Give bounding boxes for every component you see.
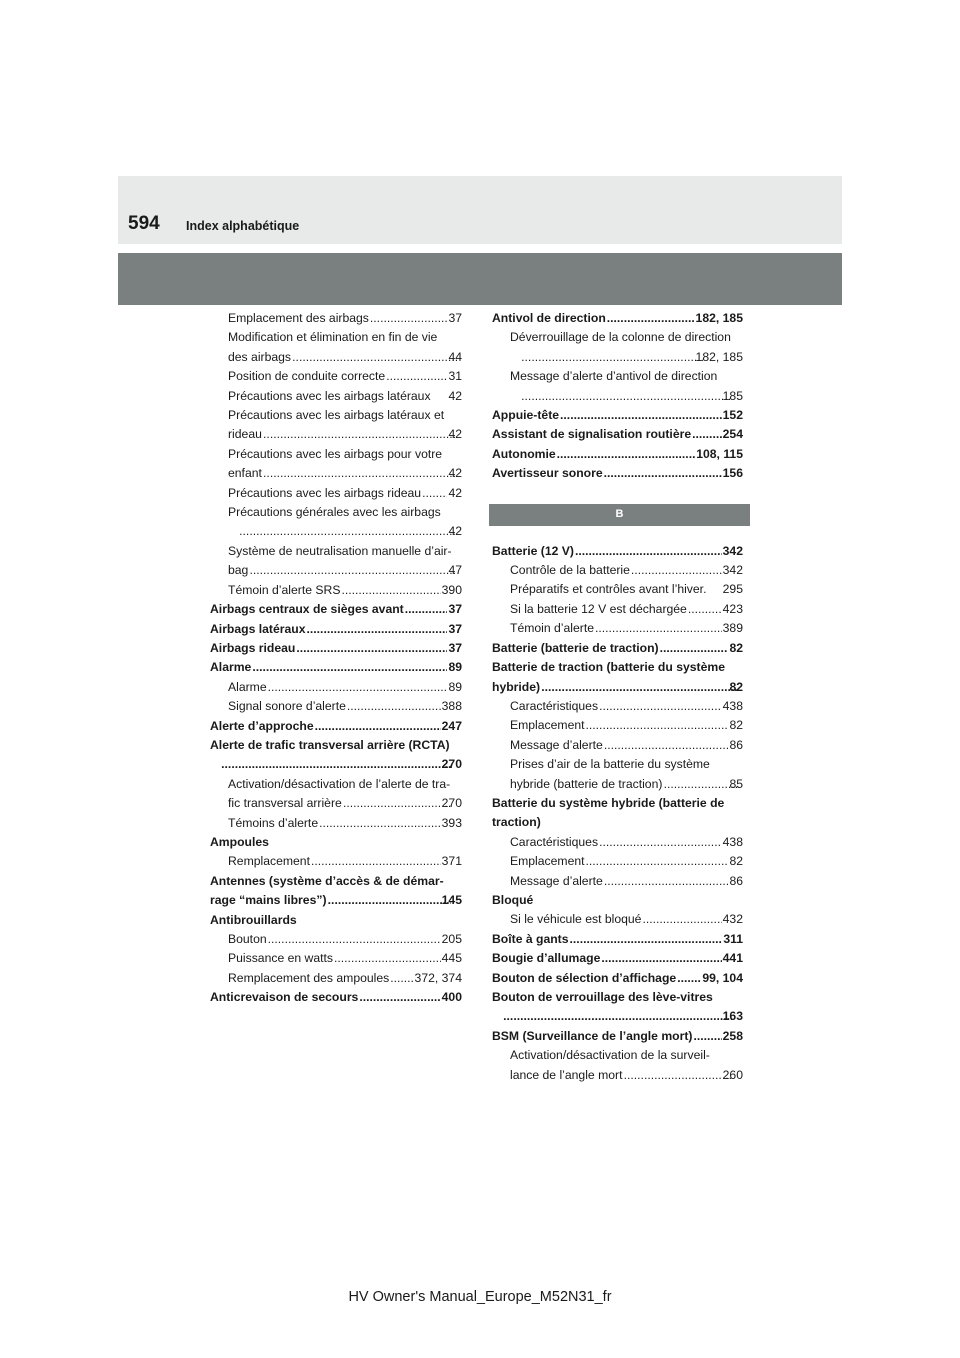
index-subentry — [492, 561, 743, 580]
index-term: Précautions avec les airbags latéraux — [228, 388, 431, 403]
page-reference[interactable]: 82 — [729, 640, 743, 655]
index-entry — [210, 988, 462, 1007]
dot-leader — [570, 930, 723, 949]
page-reference[interactable]: 247 — [441, 718, 462, 733]
index-subentry — [492, 736, 743, 755]
page-reference[interactable]: 438 — [722, 834, 743, 849]
index-subentry: Précautions avec les airbags latéraux et — [228, 408, 445, 423]
page-reference[interactable]: 393 — [441, 815, 462, 830]
index-term: enfant — [228, 466, 262, 481]
page-reference[interactable]: 85 — [729, 776, 743, 791]
index-subentry — [210, 387, 462, 406]
dot-leader — [631, 561, 722, 580]
dot-leader — [541, 678, 738, 697]
dot-leader — [307, 620, 448, 639]
index-subentry — [210, 930, 462, 949]
page-reference[interactable]: 390 — [441, 582, 462, 597]
page-reference[interactable]: 295 — [722, 582, 743, 597]
dot-leader — [688, 600, 722, 619]
dot-leader — [623, 1066, 731, 1085]
index-term: Témoin d’alerte SRS — [228, 582, 341, 597]
dot-leader — [604, 736, 729, 755]
page-reference[interactable]: 182, 185 — [695, 349, 743, 364]
index-term: Témoins d’alerte — [228, 815, 319, 830]
index-term: Boîte à gants — [492, 931, 569, 946]
page-reference[interactable]: 82 — [729, 679, 743, 694]
index-subentry: Activation/désactivation de la surveil- — [510, 1048, 710, 1063]
index-subentry: Prises d’air de la batterie du système — [510, 757, 710, 772]
dot-leader — [292, 348, 457, 367]
index-term: Remplacement — [228, 854, 310, 869]
page-reference[interactable]: 389 — [722, 621, 743, 636]
dot-leader — [328, 891, 451, 910]
index-subentry: Précautions avec les airbags pour votre — [228, 446, 443, 461]
index-entry: Batterie du système hybride (batterie de — [492, 795, 725, 810]
index-term: hybride (batterie de traction) — [510, 776, 663, 791]
index-subentry — [492, 387, 743, 406]
index-term: Si le véhicule est bloqué — [510, 912, 642, 927]
dot-leader — [557, 445, 696, 464]
page-reference[interactable]: 86 — [729, 873, 743, 888]
dot-leader — [599, 697, 722, 716]
dot-leader — [296, 639, 447, 658]
index-entry: Antennes (système d’accès & de démar- — [210, 873, 444, 888]
page-reference[interactable]: 82 — [729, 854, 743, 869]
index-term: Assistant de signalisation routière — [492, 427, 692, 442]
dot-leader — [599, 833, 722, 852]
index-subentry — [210, 581, 462, 600]
page-reference[interactable]: 108, 115 — [696, 446, 743, 461]
index-term: Anticrevaison de secours — [210, 990, 359, 1005]
index-term: Caractéristiques — [510, 834, 599, 849]
index-term: Précautions avec les airbags rideau — [228, 485, 422, 500]
index-entry — [492, 1027, 743, 1046]
dot-leader — [575, 542, 722, 561]
dot-leader — [607, 309, 695, 328]
dot-leader — [586, 716, 729, 735]
index-entry — [210, 620, 462, 639]
dot-leader — [370, 309, 448, 328]
page-number: 594 — [128, 213, 160, 234]
page-reference[interactable]: 89 — [448, 660, 462, 675]
dot-leader — [315, 717, 441, 736]
index-entry — [210, 658, 462, 677]
index-entry — [210, 717, 462, 736]
index-term: Emplacement — [510, 854, 585, 869]
index-term: Emplacement des airbags — [228, 311, 369, 325]
index-subentry — [210, 464, 462, 483]
index-entry — [492, 425, 743, 444]
page-reference[interactable]: 145 — [441, 893, 462, 908]
index-subentry — [210, 522, 462, 541]
page-reference[interactable]: 441 — [722, 951, 743, 966]
index-term: Position de conduite correcte — [228, 369, 386, 384]
dot-leader — [660, 639, 729, 658]
index-term: Bouton — [228, 932, 267, 946]
page-reference[interactable]: 31 — [448, 369, 462, 384]
dot-leader — [693, 1027, 721, 1046]
index-subentry — [210, 348, 462, 367]
page-reference[interactable]: 42 — [448, 485, 462, 500]
page-reference[interactable]: 44 — [448, 349, 462, 364]
page-reference[interactable]: 42 — [448, 388, 462, 403]
page-reference[interactable]: 311 — [723, 931, 743, 946]
dot-leader — [386, 367, 447, 386]
dot-leader — [604, 464, 722, 483]
page-reference[interactable]: 99, 104 — [702, 970, 743, 985]
page-reference[interactable]: 37 — [448, 621, 462, 636]
dot-leader — [405, 600, 448, 619]
page-reference[interactable]: 388 — [441, 699, 462, 714]
page-reference[interactable]: 205 — [441, 932, 462, 946]
page-reference[interactable]: 86 — [729, 737, 743, 752]
index-subentry — [210, 814, 462, 833]
page-reference[interactable]: 47 — [448, 563, 462, 578]
dot-leader — [503, 1007, 732, 1026]
index-entry — [210, 600, 462, 619]
dot-leader — [595, 619, 722, 638]
letter-heading-b: B — [489, 504, 750, 526]
index-subentry — [492, 910, 743, 929]
index-term: Alarme — [228, 679, 267, 694]
dot-leader — [311, 852, 441, 871]
index-subentry — [210, 678, 462, 697]
index-entry: traction) — [492, 815, 541, 830]
index-term: Airbags rideau — [210, 640, 296, 655]
dot-leader — [422, 484, 447, 503]
page-reference[interactable]: 445 — [441, 951, 462, 966]
index-subentry — [210, 561, 462, 580]
index-subentry: Précautions générales avec les airbags — [228, 505, 441, 520]
dot-leader — [521, 348, 705, 367]
dot-leader — [341, 581, 440, 600]
index-term: Alerte d’approche — [210, 718, 314, 733]
page-reference[interactable]: 42 — [448, 427, 462, 442]
index-term: Bouton de sélection d’affichage — [492, 970, 677, 985]
index-entry — [492, 464, 743, 483]
dot-leader — [268, 930, 441, 949]
dot-leader — [249, 561, 457, 580]
index-term: Avertisseur sonore — [492, 466, 603, 481]
dot-leader — [604, 872, 729, 891]
index-entry — [210, 755, 462, 774]
index-entry: Ampoules — [210, 834, 269, 849]
page-reference[interactable]: 371 — [441, 854, 462, 869]
page-reference[interactable]: 260 — [722, 1067, 743, 1082]
page-reference[interactable]: 37 — [448, 602, 462, 617]
index-entry — [492, 949, 743, 968]
dot-leader — [586, 852, 729, 871]
page-reference[interactable]: 42 — [448, 466, 462, 481]
footer-text: HV Owner's Manual_Europe_M52N31_fr — [348, 1289, 612, 1305]
page-reference[interactable]: 270 — [441, 796, 462, 811]
index-term: Alarme — [210, 660, 252, 675]
index-entry — [492, 309, 743, 328]
index-subentry: Modification et élimination en fin de vie — [228, 330, 438, 345]
page-reference[interactable]: 37 — [448, 311, 462, 325]
index-subentry — [210, 367, 462, 386]
index-subentry — [210, 852, 462, 871]
header-band — [118, 253, 842, 305]
dot-leader — [334, 949, 441, 968]
index-entry: Batterie de traction (batterie du système — [492, 660, 725, 675]
index-term: Batterie (12 V) — [492, 543, 574, 558]
index-subentry — [492, 1066, 743, 1085]
index-term: Autonomie — [492, 446, 556, 461]
index-term: rideau — [228, 427, 262, 442]
dot-leader — [221, 755, 451, 774]
dot-leader — [390, 969, 413, 988]
index-entry — [210, 891, 462, 910]
index-subentry — [492, 600, 743, 619]
dot-leader — [343, 794, 451, 813]
dot-leader — [601, 949, 721, 968]
index-term: Caractéristiques — [510, 698, 599, 713]
page-reference[interactable]: 432 — [722, 912, 743, 927]
index-subentry — [210, 949, 462, 968]
page-reference[interactable]: 42 — [448, 524, 462, 539]
index-subentry — [492, 872, 743, 891]
index-entry: Antibrouillards — [210, 912, 297, 927]
dot-leader — [560, 406, 722, 425]
section-title: Index alphabétique — [186, 219, 300, 233]
index-term: Bougie d’allumage — [492, 951, 601, 966]
page-reference[interactable]: 152 — [722, 408, 743, 423]
dot-leader — [347, 697, 441, 716]
index-subentry — [210, 697, 462, 716]
dot-leader — [663, 775, 738, 794]
index-entry — [492, 639, 743, 658]
index-term: Contrôle de la batterie — [510, 563, 630, 578]
index-subentry — [492, 580, 743, 599]
index-term: Puissance en watts — [228, 951, 334, 966]
index-subentry — [492, 348, 743, 367]
index-term: fic transversal arrière — [228, 796, 342, 811]
index-term: Airbags centraux de sièges avant — [210, 602, 404, 617]
index-entry — [492, 1007, 743, 1026]
index-group-b — [492, 542, 743, 1085]
index-term: Emplacement — [510, 718, 585, 733]
page-reference[interactable]: 89 — [448, 679, 462, 694]
index-term: Antivol de direction — [492, 311, 606, 325]
index-term: Appuie-tête — [492, 408, 560, 423]
dot-leader — [692, 425, 722, 444]
index-entry — [492, 678, 743, 697]
index-subentry — [492, 852, 743, 871]
index-term: lance de l’angle mort — [510, 1067, 623, 1082]
index-entry: Alerte de trafic transversal arrière (RCTA) — [210, 737, 450, 752]
index-subentry — [492, 775, 743, 794]
index-term: Si la batterie 12 V est déchargée — [510, 601, 687, 616]
index-group-a-continued — [492, 309, 743, 484]
index-subentry: Déverrouillage de la colonne de direction — [510, 330, 731, 345]
page-reference[interactable]: 182, 185 — [695, 311, 743, 325]
index-subentry — [492, 716, 743, 735]
page-reference[interactable]: 270 — [441, 757, 462, 772]
page-reference[interactable]: 82 — [729, 718, 743, 733]
page-reference[interactable]: 156 — [722, 466, 743, 481]
index-term: Signal sonore d’alerte — [228, 699, 346, 714]
index-term: Airbags latéraux — [210, 621, 306, 636]
index-entry — [492, 542, 743, 561]
index-term: BSM (Surveillance de l’angle mort) — [492, 1028, 693, 1043]
dot-leader — [263, 425, 458, 444]
dot-leader — [319, 814, 441, 833]
page-reference[interactable]: 185 — [722, 388, 743, 403]
index-entry — [492, 445, 743, 464]
index-subentry — [210, 969, 462, 988]
index-term: Témoin d’alerte — [510, 621, 594, 636]
index-subentry — [210, 309, 462, 328]
dot-leader — [677, 969, 701, 988]
index-term: Préparatifs et contrôles avant l’hiver. — [510, 582, 707, 597]
page-reference[interactable]: 258 — [722, 1028, 743, 1043]
dot-leader — [252, 658, 447, 677]
page-reference[interactable]: 342 — [722, 563, 743, 578]
dot-leader — [268, 678, 448, 697]
index-entry — [492, 930, 743, 949]
index-subentry — [210, 794, 462, 813]
index-subentry: Message d’alerte d’antivol de direction — [510, 369, 718, 384]
dot-leader — [263, 464, 458, 483]
index-entry — [492, 969, 743, 988]
index-entry: Bouton de verrouillage des lève-vitres — [492, 990, 713, 1004]
dot-leader — [521, 387, 732, 406]
index-term: hybride) — [492, 679, 541, 694]
page-reference[interactable]: 400 — [441, 990, 462, 1005]
page-reference[interactable]: 372, 374 — [414, 970, 462, 985]
index-entry: Bloqué — [492, 892, 534, 907]
dot-leader — [642, 910, 721, 929]
index-subentry — [210, 484, 462, 503]
page-reference[interactable]: 342 — [722, 543, 743, 558]
page-reference[interactable]: 423 — [722, 601, 743, 616]
index-term: Batterie (batterie de traction) — [492, 640, 659, 655]
index-term: Message d’alerte — [510, 873, 603, 888]
index-term: rage “mains libres”) — [210, 893, 327, 908]
dot-leader — [359, 988, 440, 1007]
index-subentry: Activation/désactivation de l’alerte de tra- — [228, 776, 451, 791]
index-subentry — [492, 619, 743, 638]
page-reference[interactable]: 163 — [722, 1009, 743, 1024]
page-reference[interactable]: 254 — [722, 427, 743, 442]
index-entry — [210, 639, 462, 658]
dot-leader — [239, 522, 457, 541]
index-subentry — [210, 425, 462, 444]
index-column-right — [492, 309, 743, 1085]
index-entry — [492, 406, 743, 425]
index-column-left — [210, 309, 462, 1008]
index-term: Remplacement des ampoules — [228, 970, 390, 985]
page-reference[interactable]: 37 — [448, 640, 462, 655]
index-subentry — [492, 697, 743, 716]
index-term: bag — [228, 563, 249, 578]
index-subentry — [492, 833, 743, 852]
page-reference[interactable]: 438 — [722, 698, 743, 713]
index-subentry: Système de neutralisation manuelle d’air- — [228, 543, 452, 558]
index-term: des airbags — [228, 349, 292, 364]
index-term: Message d’alerte — [510, 737, 603, 752]
